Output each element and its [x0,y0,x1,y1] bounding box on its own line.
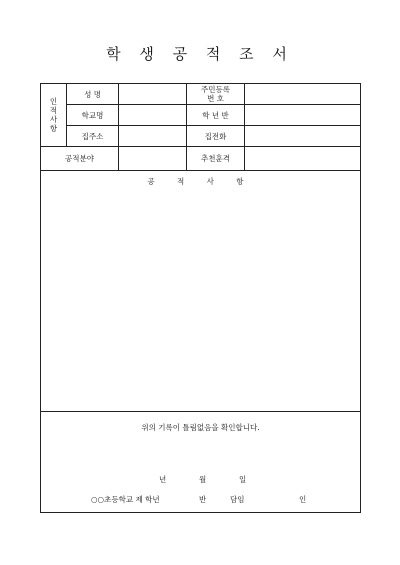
name-label: 성 명 [67,84,119,105]
school-name-field[interactable] [119,105,187,126]
personal-info-label: 인 적 사 항 [41,84,67,147]
home-phone-field[interactable] [245,126,361,147]
day-label: 일 [239,475,247,484]
merit-report-form [40,83,361,513]
resident-number-label: 주민등록 번 호 [187,84,245,105]
grade-class-label: 학 년 반 [187,105,245,126]
merit-field-input[interactable] [119,147,187,171]
name-field[interactable] [119,84,187,105]
document-title: 학 생 공 적 조 서 [106,45,294,63]
merit-field-label: 공적분야 [41,147,119,171]
home-address-label: 집주소 [67,126,119,147]
recommended-rank-input[interactable] [245,147,361,171]
year-label: 년 [159,475,167,484]
confirmation-area [41,412,361,513]
school-grade-label: ○○초등학교 제 학년 [91,495,160,504]
seal-label: 인 [299,495,307,504]
confirmation-text: 위의 기록이 틀림없음을 확인합니다. [141,423,260,432]
month-label: 월 [199,475,207,484]
merit-record-header: 공 적 사 항 [147,177,254,186]
class-label: 반 [199,495,207,504]
resident-number-field[interactable] [245,84,361,105]
school-name-label: 학교명 [67,105,119,126]
homeroom-label: 담임 [230,495,245,504]
recommended-rank-label: 추천훈격 [187,147,245,171]
home-address-field[interactable] [119,126,187,147]
home-phone-label: 집전화 [187,126,245,147]
grade-class-field[interactable] [245,105,361,126]
merit-record-area[interactable] [41,171,361,412]
